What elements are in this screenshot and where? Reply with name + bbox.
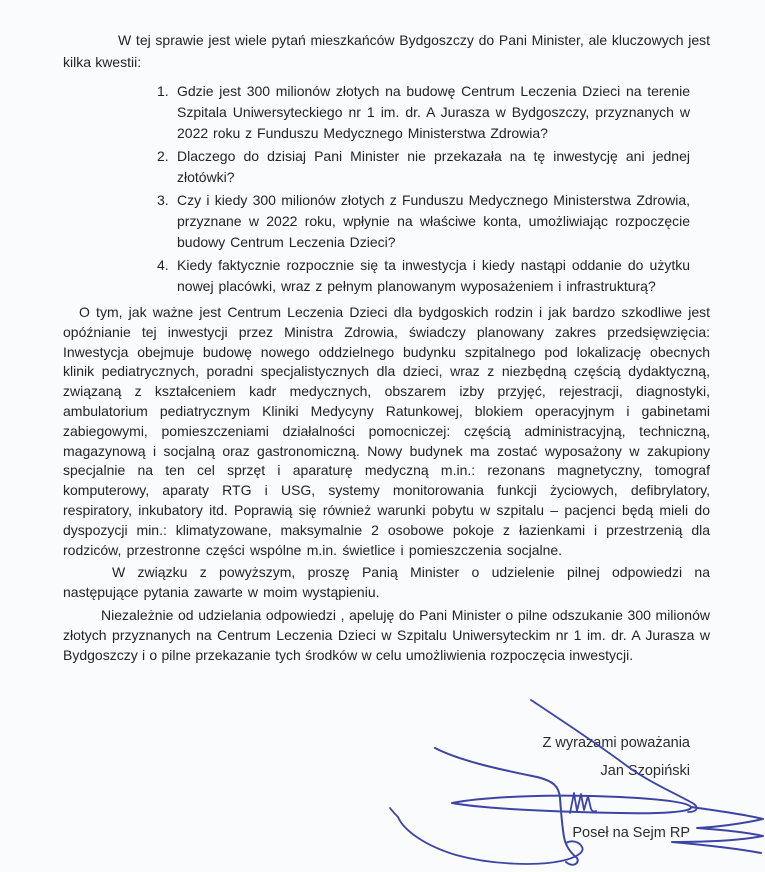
question-item <box>63 146 710 188</box>
question-text: Dlaczego do dzisiaj Pani Minister nie przekazała na tę inwestycję ani jednej złotówki? <box>177 148 690 185</box>
intro-paragraph: W tej sprawie jest wiele pytań mieszkańców Bydgoszczy do Pani Minister, ale kluczowych jest kilka kwestii: <box>63 32 710 70</box>
handwritten-signature <box>380 690 765 872</box>
valediction: Z wyrazami poważania <box>542 735 690 751</box>
scope-paragraph: O tym, jak ważne jest Centrum Leczenia Dzieci dla bydgoskich rodzin i jak bardzo szkodliwe jest opóźnianie tej inwestycji przez Ministra Zdrowia, świadczy planowany zakres przedsięwzięcia: Inwestycja obejmuje budowę nowego oddzielnego budynku szpitalnego pod lokalizację obecnych klinik pediatrycznych, poradni specjalistycznych dla dzieci, wraz z niezbędną częścią dydaktyczną, związaną z kształceniem kadr medycznych, obszarem izby przyjęć, rejestracji, diagnostyki, ambulatorium pediatrycznym Kliniki Medycyny Ratunkowej, blokiem operacyjnym i gabinetami zabiegowymi, pomieszczeniami działalności pomocniczej: częścią administracyjną, techniczną, magazynową i socjalną oraz gastronomiczną. Nowy budynek ma zostać wyposażony w zakupiony specjalnie na ten cel sprzęt i aparaturę medyczną m.in.: rezonans magnetyczny, tomograf komputerowy, aparaty RTG i USG, systemy monitorowania funkcji życiowych, defibrylatory, respiratory, inkubatory itd. Poprawią się również warunki pobytu w szpitalu – pacjenci będą mieli do dyspozycji min.: klimatyzowane, maksymalnie 2 osobowe pokoje z łazienkami i przestrzenią dla rodziców, przestronne części wspólne m.in. świetlice i pomieszczenia socjalne. <box>63 304 710 558</box>
question-item <box>63 255 710 297</box>
signature-stroke <box>531 700 697 812</box>
question-number: 2. <box>157 148 169 164</box>
question-number: 3. <box>157 192 169 208</box>
letter-body <box>63 29 710 665</box>
questions-list <box>63 81 710 297</box>
question-text: Gdzie jest 300 milionów złotych na budowę Centrum Leczenia Dzieci na terenie Szpitala Uniwersyteckiego nr 1 im. dr. A Jurasza w Bydgoszczy, przyznanych w 2022 roku z Funduszu Medycznego Ministerstwa Zdrowia? <box>177 83 690 141</box>
request-paragraph: W związku z powyższym, proszę Panią Minister o udzielenie pilnej odpowiedzi na następujące pytania zawarte w moim wystąpieniu. <box>63 564 710 601</box>
question-text: Kiedy faktycznie rozpocznie się ta inwestycja i kiedy nastąpi oddanie do użytku nowej placówki, wraz z pełnym planowanym wyposażeniem i infrastrukturą? <box>177 257 690 294</box>
signer-title: Poseł na Sejm RP <box>572 825 690 841</box>
question-item <box>63 190 710 253</box>
signer-name: Jan Szopiński <box>600 763 690 779</box>
question-number: 4. <box>157 257 169 273</box>
question-item <box>63 81 710 144</box>
signature-stroke <box>452 796 691 814</box>
signature-stroke <box>570 793 596 813</box>
appeal-paragraph: Niezależnie od udzielania odpowiedzi , apeluję do Pani Minister o pilne odszukanie 300 milionów złotych przyznanych na Centrum Leczenia Dzieci w Szpitalu Uniwersyteckim nr 1 im. dr. A Jurasza w Bydgoszczy i o pilne przekazanie tych środków w celu umożliwienia rozpoczęcia inwestycji. <box>63 607 710 664</box>
signature-stroke <box>435 748 578 865</box>
question-text: Czy i kiedy 300 milionów złotych z Funduszu Medycznego Ministerstwa Zdrowia, przyznane w 2022 roku, wpłynie na właściwe konta, umożliwiając rozpoczęcie budowy Centrum Leczenia Dzieci? <box>177 192 690 250</box>
signature-stroke <box>390 808 583 864</box>
question-number: 1. <box>157 83 169 99</box>
